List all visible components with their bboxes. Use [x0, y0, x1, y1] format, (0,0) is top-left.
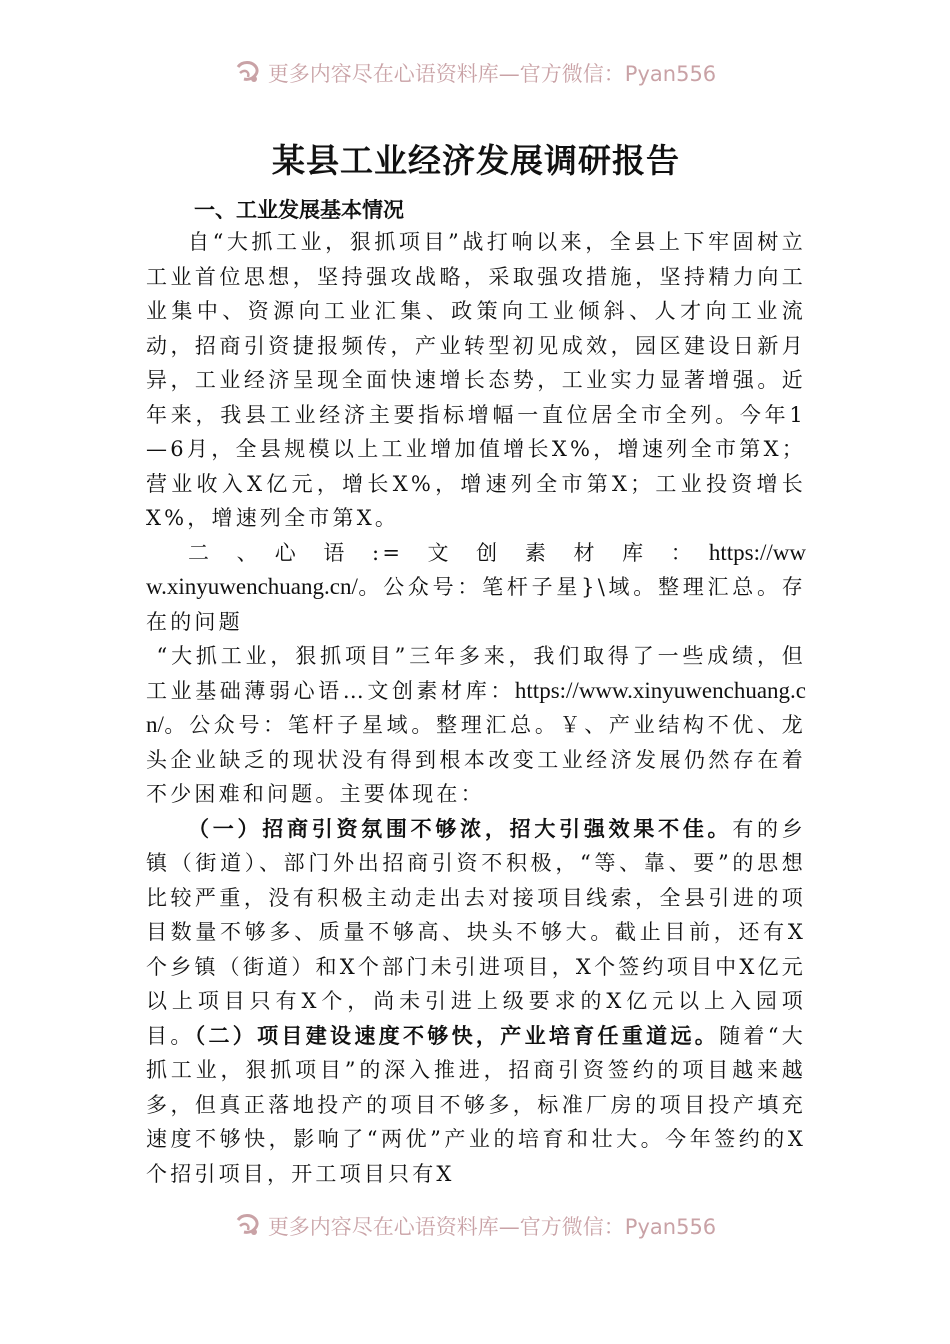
- problems-heading-url: https://www.xinyuwenchuang.cn/: [146, 539, 806, 599]
- footer-watermark: [0, 1203, 950, 1243]
- problems-heading-prefix: 二 、 心 语 := 文 创 素 材 库 ：: [188, 540, 709, 565]
- header-watermark: [0, 50, 950, 90]
- watermark-logo-icon: [234, 59, 262, 87]
- watermark-text: 更多内容尽在心语资料库—官方微信：Pyan556: [267, 62, 717, 86]
- paragraph-investment-issues: [146, 812, 806, 1192]
- paragraph-basic-situation: 自“大抓工业，狠抓项目”战打响以来，全县上下牢固树立工业首位思想，坚持强攻战略，采取强攻措施，坚持精力向工业集中、资源向工业汇集、政策向工业倾斜、人才向工业流动，招商引资捷报频传，产业转型初见成效，园区建设日新月异，工业经济呈现全面快速增长态势，工业实力显著增强。近年来，我县工业经济主要指标增幅一直位居全市全列。今年1—6月，全县规模以上工业增加值增长X%，增速列全市第X；营业收入X亿元，增长X%，增速列全市第X；工业投资增长X%，增速列全市第X。: [146, 230, 806, 530]
- section-heading-1: 一、工业发展基本情况: [194, 198, 404, 222]
- project-speed-body: 随着“大抓工业，狠抓项目”的深入推进，招商引资签约的项目越来越多，但真正落地投产的项目不够多，标准厂房的项目投产填充速度不够快，影响了“两优”产业的培育和壮大。今年签约的X个招引项目，开工项目只有X: [146, 1023, 806, 1186]
- problems-heading-suffix: 。公众号：笔杆子星}\域。整理汇总。存在的问题: [146, 575, 806, 634]
- paragraph-problems-intro: [146, 639, 806, 812]
- watermark-logo-icon: [234, 1212, 262, 1240]
- watermark-text: 更多内容尽在心语资料库—官方微信：Pyan556: [267, 1214, 717, 1239]
- subheading-project-speed: （二）项目建设速度不够快，产业培育任重道远。: [194, 1022, 720, 1048]
- problems-intro-suffix: 。公众号：笔杆子星域。整理汇总。￥、产业结构不优、龙头企业缺乏的现状没有得到根本改变工业经济发展仍然存在着不少困难和问题。主要体现在：: [146, 713, 806, 806]
- document-page: [146, 135, 806, 1191]
- subheading-investment: （一）招商引资氛围不够浓，招大引强效果不佳。: [188, 815, 733, 841]
- document-title: 某县工业经济发展调研报告: [272, 141, 680, 180]
- investment-body: 有的乡镇（街道）、部门外出招商引资不积极，“等、靠、要”的思想比较严重，没有积极主动走出去对接项目线索，全县引进的项目数量不够多、质量不够高、块头不够大。截止目前，还有X个乡镇（街道）和X个部门未引进项目，X个签约项目中X亿元以上项目只有X个，尚未引进上级要求的X亿元以上入园项目。: [146, 816, 806, 1048]
- problems-intro-url: https://www.xinyuwenchuang.cn/: [146, 677, 806, 737]
- paragraph-problems-heading: [146, 536, 806, 640]
- problems-intro-prefix: “大抓工业，狠抓项目”三年多来，我们取得了一些成绩，但工业基础薄弱心语…文创素材库：: [146, 644, 806, 703]
